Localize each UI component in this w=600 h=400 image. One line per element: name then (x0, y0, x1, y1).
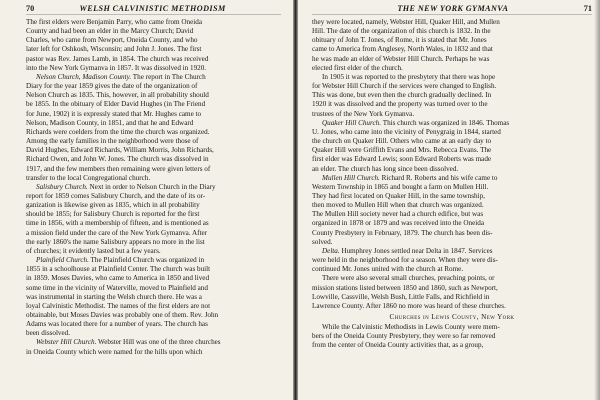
line-text: trustees of the New York Gymanva. (312, 109, 415, 118)
line-text: Humphrey Jones settled near Delta in 1847. Services (339, 246, 493, 255)
left-paragraph-line (26, 137, 281, 146)
line-text: Richards were coelders from the time the church was organized. (26, 127, 210, 136)
line-text: The first elders were Benjamin Parry, who came from Oneida (26, 18, 203, 26)
line-text: In 1905 it was reported to the presbytery that there was hope (322, 72, 496, 81)
left-running-header (26, 3, 281, 15)
left-paragraph-line (26, 329, 281, 338)
left-paragraph-line (26, 311, 281, 320)
line-text: of churches; it evidently lasted but a few years. (26, 246, 161, 255)
line-text: first elder was Edward Lewis; soon Edward Roberts was made (312, 155, 492, 164)
right-page (298, 0, 600, 400)
paragraph-lead-heading: Plainfield Church. (36, 256, 89, 265)
right-paragraph-line (312, 293, 592, 302)
right-paragraph-line (312, 36, 592, 45)
line-text: This church was organized in 1846. Thomas (381, 118, 510, 127)
line-text: Nelson Church as 1835. This, however, in all probability should (26, 91, 209, 100)
right-paragraph-line (312, 55, 592, 64)
left-paragraph-line (26, 284, 281, 293)
line-text: pastor was Rev. James Lamb, in 1854. The church was received (26, 54, 209, 63)
right-paragraph-line (312, 332, 592, 341)
right-paragraph-line (312, 323, 592, 332)
line-text: mission stations listed between 1850 and 1860, such as Newport, (312, 283, 498, 292)
left-paragraph-line (26, 165, 281, 174)
line-text: for Webster Hill Church if the services were changed to English. (312, 82, 497, 91)
left-paragraph-line (26, 183, 281, 192)
paragraph-lead-heading: Webster Hill Church. (36, 338, 97, 347)
left-paragraph-line (26, 247, 281, 256)
line-text: 1917, and the few members then remaining were given letters of (26, 164, 211, 173)
left-paragraph-line (26, 274, 281, 283)
line-text: County and had been an elder in the Marcy Church; David (26, 27, 194, 36)
line-text: Next in order to Nelson Church in the Diary (87, 182, 216, 191)
line-text: for June, 1902) it is expressly stated that Mr. Hughes came to (26, 109, 202, 118)
left-paragraph-line (26, 219, 281, 228)
left-paragraph-line (26, 27, 281, 36)
line-text: in 1859. Moses Davies, who came to America in 1850 and lived (26, 274, 210, 283)
line-text: Western Township in 1865 and bought a farm on Mullen Hill. (312, 182, 489, 191)
right-paragraph-line (312, 219, 592, 228)
line-text: David Hughes, Edward Richards, William Morris, John Richards, (26, 146, 214, 155)
line-text: 1855 in a schoolhouse at Plainfield Center. The church was built (26, 265, 211, 274)
right-running-header (312, 3, 592, 15)
line-text: This was done, but even then the church gradually declined. In (312, 91, 492, 100)
left-paragraph-line (26, 174, 281, 183)
line-text: Lawrence County. After 1860 no more was heard of these churches. (312, 301, 506, 310)
line-text: elected first elder of the church. (312, 63, 403, 72)
line-text: from the center of Oneida County activities that, as a group, (312, 341, 484, 350)
right-paragraph-line (312, 155, 592, 164)
paragraph-lead-heading: Nelson Church, Madison County. (36, 72, 132, 81)
line-text: transfer to the local Congregational church. (26, 173, 151, 182)
left-running-head: WELSH CALVINISTIC METHODISM (79, 4, 226, 13)
line-text: loyal Calvinistic Methodist. The names of the first elders are not (26, 301, 211, 310)
paragraph-lead-heading: Mullen Hill Church. (322, 173, 380, 182)
line-text: Charles, who came from Newport, Oneida County, and who (26, 36, 198, 45)
paragraph-lead-heading: Delta. (322, 246, 340, 255)
left-paragraph-line (26, 100, 281, 109)
left-paragraph-line (26, 91, 281, 100)
left-paragraph-line (26, 36, 281, 45)
line-text: ganization is likewise given as 1835, which in all probability (26, 201, 200, 210)
left-paragraph-line (26, 55, 281, 64)
paragraph-lead-heading: Salisbury Church. (36, 182, 88, 191)
right-paragraph-line (312, 18, 592, 27)
line-text: some time in the vicinity of Waterville, moved to Plainfield and (26, 283, 208, 292)
line-text: Webster Hill was one of the three churches (96, 338, 221, 347)
right-paragraph-line (312, 192, 592, 201)
left-page-number: 70 (26, 4, 35, 13)
left-paragraph-line (26, 119, 281, 128)
line-text: into the New York Gymanva in 1857. It was dissolved in 1920. (26, 63, 207, 72)
left-paragraph-line (26, 73, 281, 82)
left-paragraph-line (26, 45, 281, 54)
right-paragraph-line (312, 238, 592, 247)
line-text: obtainable, but Moses Davies was probably one of them. Rev. John (26, 311, 219, 319)
line-text: Quaker Hill were Griffith Evans and Mrs. Rebecca Evans. The (312, 146, 492, 155)
right-paragraph-line (312, 256, 592, 265)
line-text: 1920 it was dissolved and the property was turned over to the (312, 100, 488, 109)
right-paragraph-line (312, 165, 592, 174)
line-text: organized in 1878 or 1879 and was received into the Oneida (312, 219, 484, 228)
left-paragraph-line (26, 82, 281, 91)
right-paragraph-line (312, 183, 592, 192)
line-text: should be 1855; for Salisbury Church is reported for the first (26, 210, 200, 219)
left-paragraph-line (26, 348, 281, 357)
left-paragraph-line (26, 128, 281, 137)
right-paragraph-line (312, 137, 592, 146)
right-paragraph-line (312, 110, 592, 119)
left-page-body (26, 18, 281, 357)
right-paragraph-line (312, 45, 592, 54)
right-paragraph-line (312, 284, 592, 293)
line-text: then moved to Mullen Hill when that church was organized. (312, 201, 484, 210)
right-page-number: 71 (583, 4, 592, 13)
line-text: The report in The Church (131, 72, 206, 81)
line-text: were held in the neighborhood for a season. When they were dis- (312, 256, 498, 265)
left-paragraph-line (26, 192, 281, 201)
left-paragraph-line (26, 320, 281, 329)
line-text: report for 1859 comes Salisbury Church, and the date of its or- (26, 191, 206, 200)
line-text: they were located, namely, Webster Hill, Quaker Hill, and Mullen (312, 18, 500, 26)
right-paragraph-line (312, 91, 592, 100)
left-paragraph-line (26, 210, 281, 219)
right-page-body (312, 18, 592, 351)
line-text: Adams was located there for a number of years. The church has (26, 320, 208, 329)
left-paragraph-line (26, 229, 281, 238)
line-text: They had first located on Quaker Hill, in the same township, (312, 191, 485, 200)
line-text: solved. (312, 237, 333, 246)
line-text: was instrumental in starting the Welsh church there. He was a (26, 292, 202, 301)
line-text: Among the early families in the neighborhood were those of (26, 137, 199, 146)
right-paragraph-line (312, 82, 592, 91)
line-text: While the Calvinistic Methodists in Lewis County were mem- (322, 323, 500, 332)
right-paragraph-line (312, 146, 592, 155)
line-text: Richard R. Roberts and his wife came to (379, 173, 498, 182)
line-text: came to America from Anglesey, North Wales, in 1832 and that (312, 45, 493, 54)
left-paragraph-line (26, 338, 281, 347)
right-paragraph-line (312, 210, 592, 219)
left-paragraph-line (26, 293, 281, 302)
left-paragraph-line (26, 201, 281, 210)
line-text: Hill. The date of the organization of this church is 1832. In the (312, 27, 491, 36)
line-text: been dissolved. (26, 329, 71, 338)
right-paragraph-line (312, 302, 592, 311)
left-paragraph-line (26, 64, 281, 73)
line-text: be 1855. In the obituary of Elder David Hughes (in The Friend (26, 100, 206, 109)
line-text: he was made an elder of Webster Hill Church. Perhaps he was (312, 54, 490, 63)
right-paragraph-line (312, 100, 592, 109)
left-paragraph-line (26, 302, 281, 311)
line-text: The Plainfield Church was organized in (88, 256, 205, 265)
line-text: The Mullen Hill society never had a church edifice, but was (312, 210, 484, 219)
paragraph-lead-heading: Quaker Hill Church. (322, 118, 382, 127)
line-text: the church on Quaker Hill. Others who came at an early day to (312, 137, 492, 146)
line-text: U. Jones, who came into the vicinity of Penygraig in 1844, started (312, 127, 501, 136)
right-paragraph-line (312, 201, 592, 210)
right-paragraph-line (312, 73, 592, 82)
line-text: the early 1860's the name Salisbury appears no more in the list (26, 237, 205, 246)
right-paragraph-line (312, 128, 592, 137)
section-heading: Churches in Lewis County, New York (389, 313, 515, 321)
right-paragraph-line (312, 274, 592, 283)
line-text: Richard Owen, and John W. Jones. The church was dissolved in (26, 155, 209, 164)
left-paragraph-line (26, 238, 281, 247)
line-text: Nelson, Madison County, in 1851, and that he and Edward (26, 118, 194, 127)
right-running-head: THE NEW YORK GYMANVA (397, 4, 509, 13)
right-paragraph-line (312, 229, 592, 238)
line-text: time in 1856, with a membership of fifteen, and is mentioned as (26, 219, 209, 228)
line-text: There were also several small churches, preaching points, or (322, 274, 495, 283)
left-paragraph-line (26, 146, 281, 155)
right-paragraph-line (312, 27, 592, 36)
right-paragraph-line (312, 64, 592, 73)
line-text: in Oneida County which were named for the hills upon which (26, 347, 203, 356)
line-text: Diary for the year 1859 gives the date of the organization of (26, 82, 198, 91)
line-text: County Presbytery in February, 1879. The church has been dis- (312, 228, 493, 237)
line-text: a mission field under the care of the New York Gymanva. After (26, 228, 208, 237)
left-paragraph-line (26, 110, 281, 119)
left-page (0, 0, 293, 400)
line-text: obituary of John T. Jones, of Rome, it is stated that Mr. Jones (312, 36, 487, 45)
left-paragraph-line (26, 256, 281, 265)
left-paragraph-line (26, 155, 281, 164)
line-text: bers of the Oneida County Presbytery, they were so far removed (312, 332, 496, 341)
line-text: later left for Oshkosh, Wisconsin; and John J. Jones. The first (26, 45, 202, 54)
left-paragraph-line (26, 18, 281, 27)
right-paragraph-line (312, 341, 592, 350)
line-text: continued Mr. Jones united with the church at Rome. (312, 265, 464, 274)
right-paragraph-line (312, 265, 592, 274)
right-paragraph-line (312, 119, 592, 128)
page-edge-shadow (594, 0, 600, 400)
right-paragraph-line (312, 174, 592, 183)
line-text: Lowville, Cassville, Welsh Bush, Little Falls, and Richfield in (312, 292, 490, 301)
right-paragraph-line (312, 247, 592, 256)
line-text: an elder. The church has long since been dissolved. (312, 164, 459, 173)
left-paragraph-line (26, 265, 281, 274)
